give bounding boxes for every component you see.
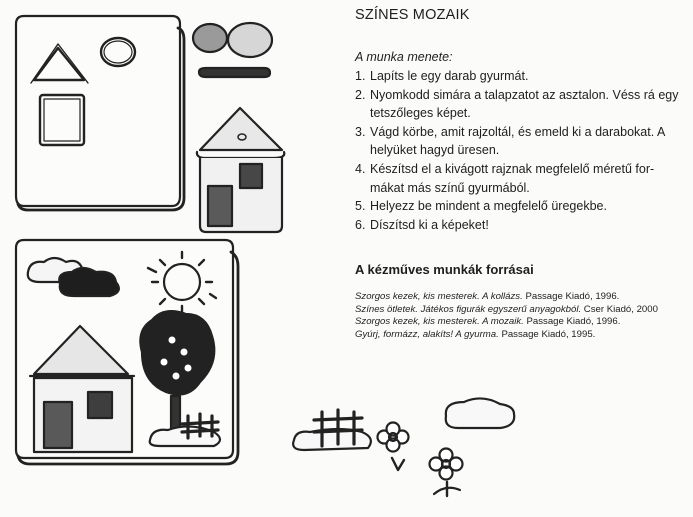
clay-slab-bottom xyxy=(16,240,238,464)
source-title: Szorgos kezek, kis mesterek. A kollázs. xyxy=(355,291,523,302)
source-title: Színes ötletek. Játékos figurák egyszerű anyagokból. xyxy=(355,303,582,315)
step-text: tetszőleges képet. xyxy=(370,106,471,121)
list-item xyxy=(355,123,680,142)
step-number: 2. xyxy=(355,87,366,102)
source-item xyxy=(355,316,658,329)
source-title: Szorgos kezek, kis mesterek. A mozaik. xyxy=(355,316,524,328)
step-number: 4. xyxy=(355,161,366,176)
instructions-heading: A munka menete: xyxy=(355,50,453,64)
list-item xyxy=(355,160,680,179)
step-text: Vágd körbe, amit rajzoltál, és emeld ki a darabokat. A xyxy=(370,124,666,139)
source-title: Gyúrj, formázz, alakíts! A gyurma. xyxy=(355,328,499,340)
step-text: helyüket hagyd üresen. xyxy=(370,143,500,158)
step-number: 1. xyxy=(355,69,366,83)
sources-heading: A kézműves munkák forrásai xyxy=(355,262,534,277)
step-text: Díszítsd ki a képeket! xyxy=(370,217,489,232)
step-text: mákat más színű gyurmából. xyxy=(370,180,530,195)
source-item xyxy=(355,329,658,342)
step-number: 3. xyxy=(355,124,366,139)
list-item xyxy=(355,67,680,86)
list-item xyxy=(355,104,680,123)
source-publisher: Cser Kiadó, 2000 xyxy=(583,303,658,315)
step-number: 6. xyxy=(355,217,366,232)
source-item xyxy=(355,291,658,304)
step-text: Lapíts le egy darab gyurmát. xyxy=(370,69,529,83)
step-number: 5. xyxy=(355,199,366,214)
sources-list xyxy=(355,291,658,341)
step-text: Nyomkodd simára a talapzatot az asztalon. Véss rá egy xyxy=(370,87,679,102)
page-title: SZÍNES MOZAIK xyxy=(355,7,470,23)
clay-slab-top xyxy=(16,16,184,210)
source-item xyxy=(355,304,658,317)
list-item xyxy=(355,179,680,198)
cut-out-pieces xyxy=(193,23,284,232)
source-publisher: Passage Kiadó, 1996. xyxy=(525,291,620,302)
source-publisher: Passage Kiadó, 1996. xyxy=(526,316,621,328)
list-item xyxy=(355,197,680,216)
source-publisher: Passage Kiadó, 1995. xyxy=(501,328,596,340)
step-list xyxy=(355,67,680,234)
list-item xyxy=(355,141,680,160)
step-text: Helyezz be mindent a megfelelő üregekbe. xyxy=(370,199,607,214)
list-item xyxy=(355,86,680,105)
list-item xyxy=(355,216,680,235)
loose-pieces xyxy=(293,398,514,496)
step-text: Készítsd el a kivágott rajznak megfelelő méretű for- xyxy=(370,161,655,176)
